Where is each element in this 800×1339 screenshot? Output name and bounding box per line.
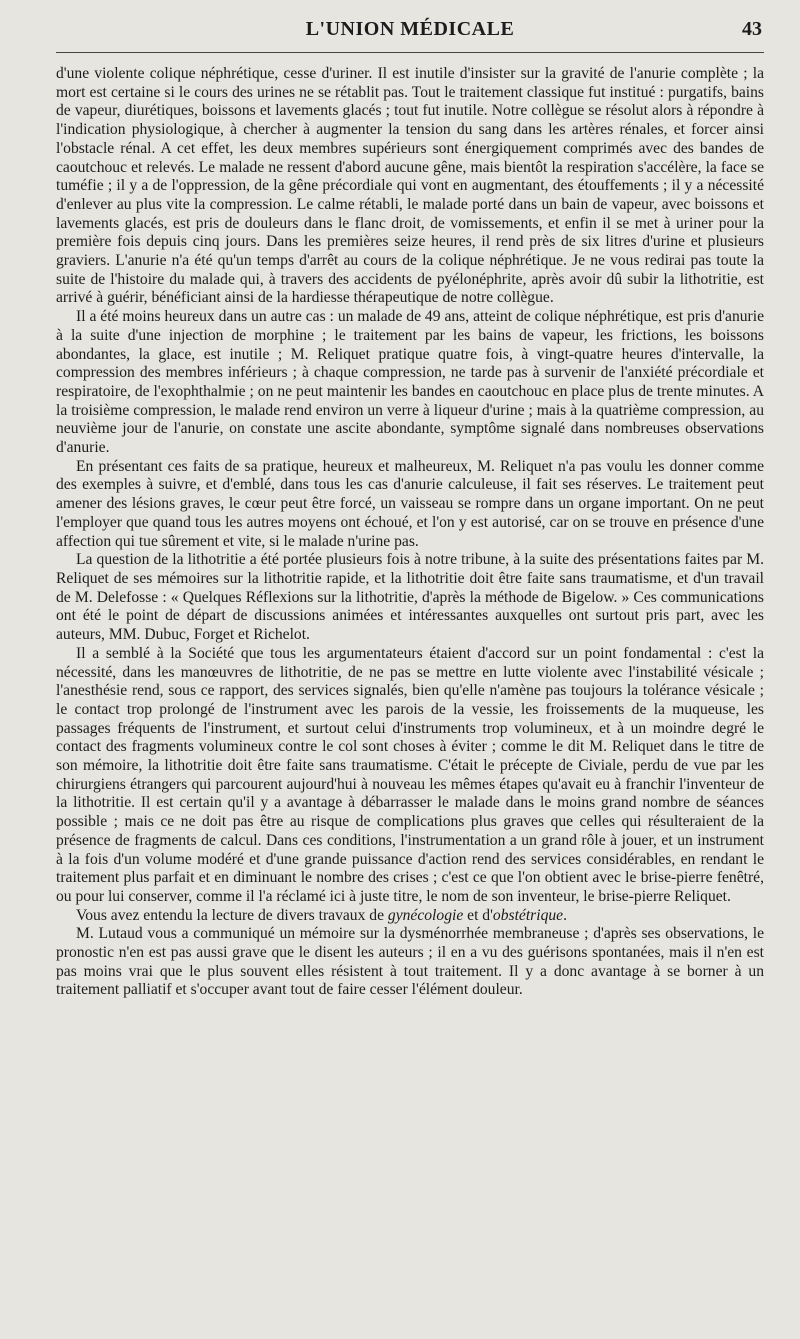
paragraph-anurie-case: d'une violente colique néphrétique, cesse d'uriner. Il est inutile d'insister sur la gravité de l'anurie complète ; la mort est certaine si le cours des urines ne se rétablit pas. Tout le traitement classique fut institué : purgatifs, bains de vapeur, diurétiques, boissons et lavements glacés ; tout fut inutile. Notre collègue se résolut alors à répondre à l'indication physiologique, à chercher à augmenter la tension du sang dans les artères rénales, et forcer ainsi l'obstacle rénal. A cet effet, les deux membres supérieurs sont énergiquement comprimés avec des bandes de caoutchouc et relevés. Le malade ne ressent d'abord aucune gêne, mais bientôt la respiration s'accélère, la face se tuméfie ; il y a de l'oppression, de la gêne précordiale qui vont en augmentant, des étouffements ; il y a nécessité d'enlever au plus vite la compression. Le calme rétabli, le malade porté dans un bain de vapeur, avec boissons et lavements glacés, est pris de douleurs dans le flanc droit, de vomissements, et enfin il se met à uriner pour la première fois depuis cinq jours. Dans les premières seize heures, il rend près de six litres d'urine et plusieurs graviers. L'anurie n'a été qu'un temps d'arrêt au cours de la colique néphrétique. Je ne vous redirai pas toute la suite de l'histoire du malade qui, à travers des accidents de pyélonéphrite, après avoir dû subir la lithotritie, est arrivé à guérir, bénéficiant ainsi de la hardiesse thérapeutique de notre collègue. bbox=[56, 65, 764, 307]
text-fragment: . bbox=[563, 906, 567, 924]
header-rule bbox=[56, 52, 764, 53]
paragraph-lutaud: M. Lutaud vous a communiqué un mémoire sur la dysménorrhée membraneuse ; d'après ses observations, le pronostic n'en est pas aussi grave que le disent les auteurs ; il en a vu des guérisons spontanées, mais il n'en est pas moins vrai que le plus souvent elles résistent à tout traitement. Il y a donc avantage à se borner à un traitement palliatif et s'occuper avant tout de faire cesser l'élément douleur. bbox=[56, 925, 764, 999]
page-header bbox=[56, 16, 764, 46]
paragraph-lithotritie-question: La question de la lithotritie a été portée plusieurs fois à notre tribune, à la suite des présentations faites par M. Reliquet de ses mémoires sur la lithotritie rapide, et la lithotritie doit être faite sans traumatisme, et d'un travail de M. Delefosse : « Quelques Réflexions sur la lithotritie, d'après la méthode de Bigelow. » Ces communications ont été le point de départ de discussions animées et intéressantes auxquelles ont surtout pris part, avec les auteurs, MM. Dubuc, Forget et Richelot. bbox=[56, 551, 764, 644]
running-title: L'UNION MÉDICALE bbox=[305, 18, 515, 40]
italic-term-gynecologie: gynécologie bbox=[387, 906, 464, 924]
italic-term-obstetrique: obstétrique bbox=[492, 906, 564, 924]
text-fragment: Vous avez entendu la lecture de divers travaux de bbox=[76, 906, 388, 924]
article-body bbox=[56, 65, 764, 1000]
text-fragment: et d' bbox=[463, 906, 493, 924]
paragraph-reserves: En présentant ces faits de sa pratique, heureux et malheureux, M. Reliquet n'a pas voulu les donner comme des exemples à suivre, et d'emblé, dans tous les cas d'anurie calculeuse, il fait ses réserves. Le traitement peut amener des lésions graves, le cœur peut être forcé, un vaisseau se rompre dans un organe important. On ne peut l'employer que quand tous les autres moyens ont échoué, et l'on y est autorisé, car on se trouve en présence d'une affection qui tue sûrement et vite, si le malade n'urine pas. bbox=[56, 457, 764, 550]
paragraph-second-case: Il a été moins heureux dans un autre cas : un malade de 49 ans, atteint de colique néphrétique, est pris d'anurie à la suite d'une injection de morphine ; le traitement par les bains de vapeur, les frictions, les boissons abondantes, la glace, est inutile ; M. Reliquet pratique quatre fois, à vingt-quatre heures d'intervalle, la compression des membres inférieurs ; à chaque compression, ne tarde pas à survenir de l'anxiété précordiale et respiratoire, de l'exophthalmie ; on ne peut maintenir les bandes en caoutchouc en place plus de trente minutes. A la troisième compression, le malade rend environ un verre à liqueur d'urine ; mais à la quatrième compression, au neuvième jour de l'anurie, on constate une ascite abondante, symptôme signalé dans nombreuses observations d'anurie. bbox=[56, 308, 764, 457]
paragraph-travaux-gynecologie bbox=[56, 907, 764, 926]
paragraph-societe-accord: Il a semblé à la Société que tous les argumentateurs étaient d'accord sur un point fondamental : c'est la nécessité, dans les manœuvres de lithotritie, de ne pas se mettre en lutte violente avec l'instabilité vésicale ; l'anesthésie rend, sous ce rapport, des services signalés, bien qu'elle n'amène pas toujours la tolérance vésicale ; le contact trop prolongé de l'instrument avec les parois de la vessie, les froissements de la muqueuse, les passages fréquents de l'instrument, et surtout celui d'instruments trop volumineux, et à un moindre degré le contact des fragments volumineux contre le col sont choses à éviter ; comme le dit M. Reliquet dans le titre de son mémoire, la lithotritie doit être faite sans traumatisme. C'était le précepte de Civiale, perdu de vue par les chirurgiens étrangers qui parcourent aujourd'hui à nouveau les mêmes étapes qu'avait eu à franchir l'inventeur de la lithotritie. Il est certain qu'il y a avantage à débarrasser le malade dans le moins grand nombre de séances possible ; mais ce ne doit pas être au risque de complications plus graves que celles qui résulteraient de la présence de fragments de calcul. Dans ces conditions, l'instrumentation a un grand rôle à jouer, et un instrument à la fois d'un volume modéré et d'une grande puissance d'action rend des services considérables, en rendant le traitement plus parfait et en diminuant le nombre des crises ; c'est ce que l'on obtient avec le brise-pierre fenêtré, ou pour lui conserver, comme il l'a réclamé ici à juste titre, le nom de son inventeur, le brise-pierre Reliquet. bbox=[56, 644, 764, 905]
page-number: 43 bbox=[742, 18, 762, 40]
